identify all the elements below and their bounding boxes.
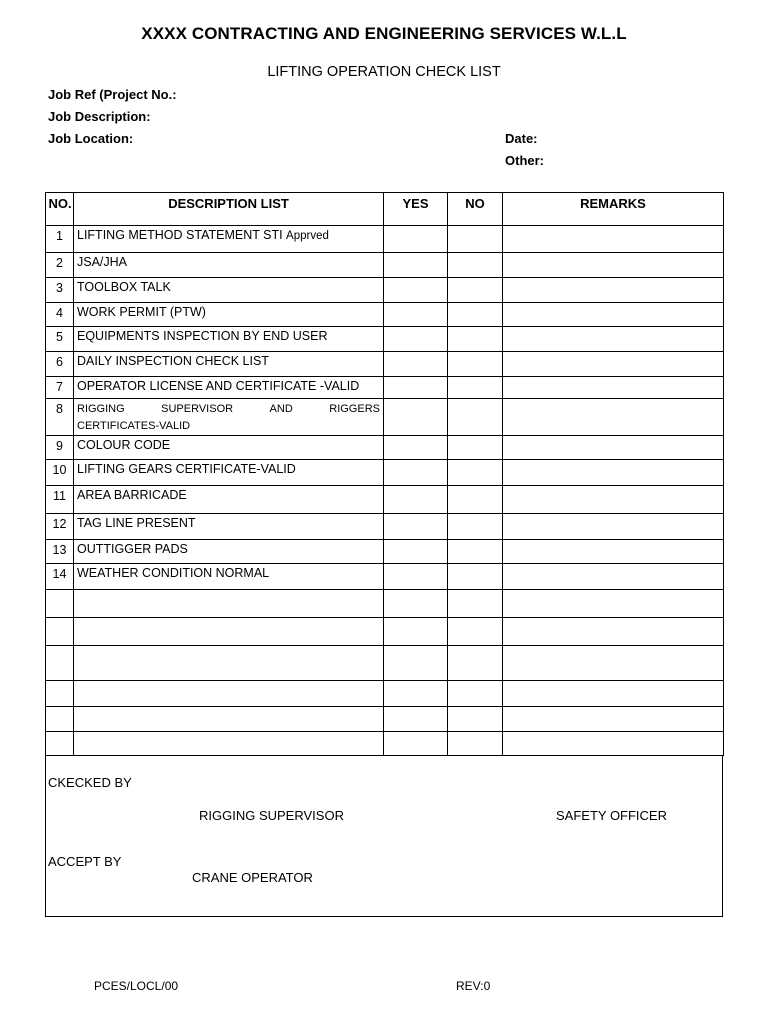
table-row (46, 352, 724, 377)
remarks-cell[interactable] (503, 226, 724, 253)
no-cell[interactable] (448, 707, 503, 732)
table-row-empty (46, 732, 724, 756)
remarks-cell[interactable] (503, 486, 724, 514)
no-cell[interactable] (448, 590, 503, 618)
header-remarks: REMARKS (503, 193, 724, 226)
yes-cell[interactable] (384, 590, 448, 618)
table-row (46, 564, 724, 590)
table-row (46, 540, 724, 564)
row-description: EQUIPMENTS INSPECTION BY END USER (74, 327, 384, 352)
signoff-box (45, 756, 723, 917)
row-description: OPERATOR LICENSE AND CERTIFICATE -VALID (74, 377, 384, 399)
no-cell[interactable] (448, 436, 503, 460)
no-cell[interactable] (448, 540, 503, 564)
remarks-cell[interactable] (503, 327, 724, 352)
row-number: 3 (46, 278, 74, 303)
yes-cell[interactable] (384, 253, 448, 278)
description-cell[interactable] (74, 618, 384, 646)
remarks-cell[interactable] (503, 352, 724, 377)
row-description: OUTTIGGER PADS (74, 540, 384, 564)
remarks-cell[interactable] (503, 590, 724, 618)
no-cell[interactable] (448, 618, 503, 646)
document-title: LIFTING OPERATION CHECK LIST (267, 64, 501, 80)
yes-cell[interactable] (384, 646, 448, 681)
yes-cell[interactable] (384, 486, 448, 514)
remarks-cell[interactable] (503, 646, 724, 681)
yes-cell[interactable] (384, 327, 448, 352)
yes-cell[interactable] (384, 226, 448, 253)
row-number: 6 (46, 352, 74, 377)
table-header-row (46, 193, 724, 226)
remarks-cell[interactable] (503, 681, 724, 707)
no-cell[interactable] (448, 253, 503, 278)
header-no-answer: NO (448, 193, 503, 226)
yes-cell[interactable] (384, 278, 448, 303)
remarks-cell[interactable] (503, 460, 724, 486)
header-yes: YES (384, 193, 448, 226)
row-description-text: LIFTING METHOD STATEMENT STI (77, 228, 283, 242)
row-description: WEATHER CONDITION NORMAL (74, 564, 384, 590)
no-cell[interactable] (448, 327, 503, 352)
table-row (46, 514, 724, 540)
table-row-empty (46, 590, 724, 618)
safety-officer-label: SAFETY OFFICER (556, 808, 667, 823)
header-description: DESCRIPTION LIST (74, 193, 384, 226)
table-row-empty (46, 618, 724, 646)
remarks-cell[interactable] (503, 732, 724, 756)
row-description-line2: CERTIFICATES-VALID (77, 420, 191, 432)
no-cell[interactable] (448, 681, 503, 707)
no-cell[interactable] (448, 377, 503, 399)
row-number: 2 (46, 253, 74, 278)
row-number: 4 (46, 303, 74, 327)
description-cell[interactable] (74, 590, 384, 618)
table-row (46, 399, 724, 436)
yes-cell[interactable] (384, 564, 448, 590)
no-cell[interactable] (448, 278, 503, 303)
yes-cell[interactable] (384, 303, 448, 327)
yes-cell[interactable] (384, 540, 448, 564)
row-description (74, 226, 384, 253)
table-row-empty (46, 707, 724, 732)
description-cell[interactable] (74, 681, 384, 707)
yes-cell[interactable] (384, 514, 448, 540)
table-row (46, 278, 724, 303)
yes-cell[interactable] (384, 618, 448, 646)
row-number: 7 (46, 377, 74, 399)
row-number: 1 (46, 226, 74, 253)
table-row (46, 377, 724, 399)
remarks-cell[interactable] (503, 436, 724, 460)
job-location-label: Job Location: (48, 131, 134, 146)
no-cell[interactable] (448, 732, 503, 756)
row-description: COLOUR CODE (74, 436, 384, 460)
company-name: XXXX CONTRACTING AND ENGINEERING SERVICES W.L.L (141, 24, 627, 43)
table-row (46, 226, 724, 253)
document-code: PCES/LOCL/00 (94, 979, 179, 993)
remarks-cell[interactable] (503, 540, 724, 564)
row-number: 13 (46, 540, 74, 564)
table-row (46, 436, 724, 460)
header-no: NO. (46, 193, 74, 226)
crane-operator-label: CRANE OPERATOR (192, 870, 313, 885)
table-row (46, 327, 724, 352)
accept-by-label: ACCEPT BY (48, 854, 122, 869)
revision-number: REV:0 (456, 979, 491, 993)
yes-cell[interactable] (384, 399, 448, 436)
remarks-cell[interactable] (503, 278, 724, 303)
row-number: 10 (46, 460, 74, 486)
description-cell[interactable] (74, 732, 384, 756)
yes-cell[interactable] (384, 732, 448, 756)
row-description: JSA/JHA (74, 253, 384, 278)
no-cell[interactable] (448, 646, 503, 681)
yes-cell[interactable] (384, 352, 448, 377)
row-number: 5 (46, 327, 74, 352)
job-description-label: Job Description: (48, 109, 151, 124)
table-row-empty (46, 681, 724, 707)
row-description-suffix: Apprved (286, 230, 329, 242)
other-label: Other: (505, 153, 544, 168)
yes-cell[interactable] (384, 707, 448, 732)
no-cell[interactable] (448, 564, 503, 590)
table-row (46, 303, 724, 327)
row-description (74, 399, 384, 436)
no-cell[interactable] (448, 226, 503, 253)
remarks-cell[interactable] (503, 514, 724, 540)
checked-by-label: CKECKED BY (48, 775, 132, 790)
no-cell[interactable] (448, 303, 503, 327)
remarks-cell[interactable] (503, 253, 724, 278)
remarks-cell[interactable] (503, 399, 724, 436)
remarks-cell[interactable] (503, 564, 724, 590)
row-description: TAG LINE PRESENT (74, 514, 384, 540)
row-description: WORK PERMIT (PTW) (74, 303, 384, 327)
remarks-cell[interactable] (503, 303, 724, 327)
row-description: LIFTING GEARS CERTIFICATE-VALID (74, 460, 384, 486)
table-row (46, 253, 724, 278)
remarks-cell[interactable] (503, 377, 724, 399)
row-number: 9 (46, 436, 74, 460)
no-cell[interactable] (448, 352, 503, 377)
row-description: AREA BARRICADE (74, 486, 384, 514)
no-cell[interactable] (448, 514, 503, 540)
yes-cell[interactable] (384, 681, 448, 707)
table-row (46, 486, 724, 514)
no-cell[interactable] (448, 460, 503, 486)
row-number: 12 (46, 514, 74, 540)
row-number: 14 (46, 564, 74, 590)
description-cell[interactable] (74, 646, 384, 681)
job-ref-label: Job Ref (Project No.: (48, 87, 177, 102)
yes-cell[interactable] (384, 377, 448, 399)
yes-cell[interactable] (384, 436, 448, 460)
description-cell[interactable] (74, 707, 384, 732)
date-label: Date: (505, 131, 538, 146)
row-number: 8 (46, 399, 74, 436)
row-description-line1: RIGGING SUPERVISOR AND RIGGERS (77, 403, 380, 415)
table-row-empty (46, 646, 724, 681)
row-description: TOOLBOX TALK (74, 278, 384, 303)
remarks-cell[interactable] (503, 707, 724, 732)
yes-cell[interactable] (384, 460, 448, 486)
rigging-supervisor-label: RIGGING SUPERVISOR (199, 808, 344, 823)
no-cell[interactable] (448, 399, 503, 436)
row-number: 11 (46, 486, 74, 514)
checklist-table (45, 192, 724, 756)
row-description: DAILY INSPECTION CHECK LIST (74, 352, 384, 377)
remarks-cell[interactable] (503, 618, 724, 646)
table-row (46, 460, 724, 486)
no-cell[interactable] (448, 486, 503, 514)
